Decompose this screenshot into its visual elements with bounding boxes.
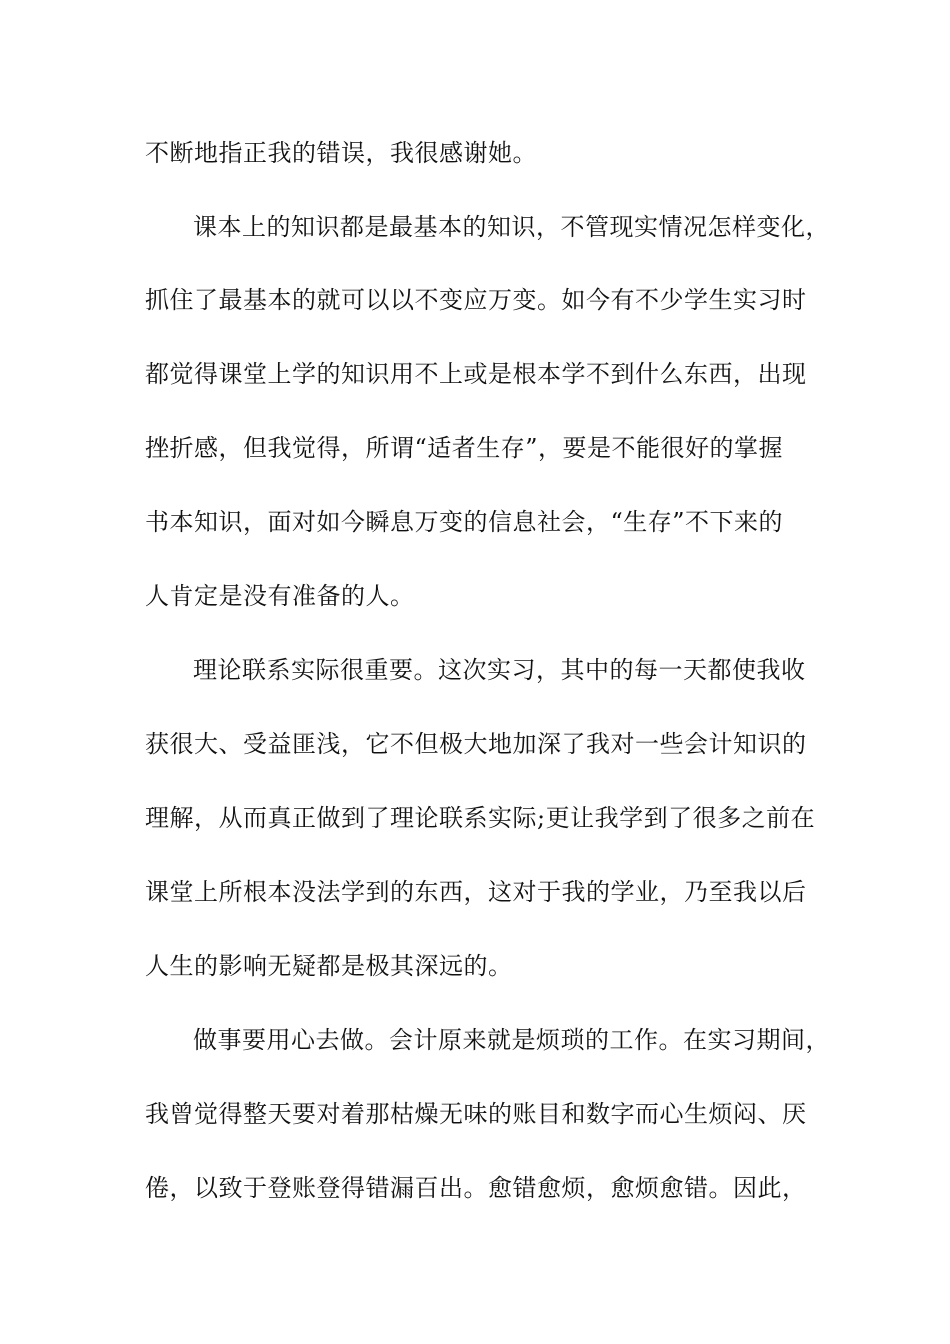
paragraph-start-line: 课本上的知识都是最基本的知识，不管现实情况怎样变化， (193, 213, 830, 241)
paragraph-start-line: 理论联系实际很重要。这次实习，其中的每一天都使我收 (193, 656, 806, 684)
text-line: 课堂上所根本没法学到的东西，这对于我的学业，乃至我以后 (145, 878, 807, 906)
text-line: 抓住了最基本的就可以以不变应万变。如今有不少学生实习时 (145, 286, 807, 314)
text-line: 倦，以致于登账登得错漏百出。愈错愈烦，愈烦愈错。因此， (145, 1174, 807, 1202)
text-line: 我曾觉得整天要对着那枯燥无味的账目和数字而心生烦闷、厌 (145, 1100, 807, 1128)
text-line: 人肯定是没有准备的人。 (145, 582, 415, 610)
text-line: 人生的影响无疑都是极其深远的。 (145, 952, 513, 980)
text-line: 书本知识，面对如今瞬息万变的信息社会，“生存”不下来的 (145, 508, 784, 536)
text-line: 获很大、受益匪浅，它不但极大地加深了我对一些会计知识的 (145, 730, 807, 758)
text-line: 不断地指正我的错误，我很感谢她。 (145, 139, 537, 167)
text-line: 理解，从而真正做到了理论联系实际;更让我学到了很多之前在 (145, 804, 816, 832)
text-line: 都觉得课堂上学的知识用不上或是根本学不到什么东西，出现 (145, 360, 807, 388)
paragraph-start-line: 做事要用心去做。会计原来就是烦琐的工作。在实习期间， (193, 1026, 830, 1054)
text-line: 挫折感，但我觉得，所谓“适者生存”，要是不能很好的掌握 (145, 434, 784, 462)
